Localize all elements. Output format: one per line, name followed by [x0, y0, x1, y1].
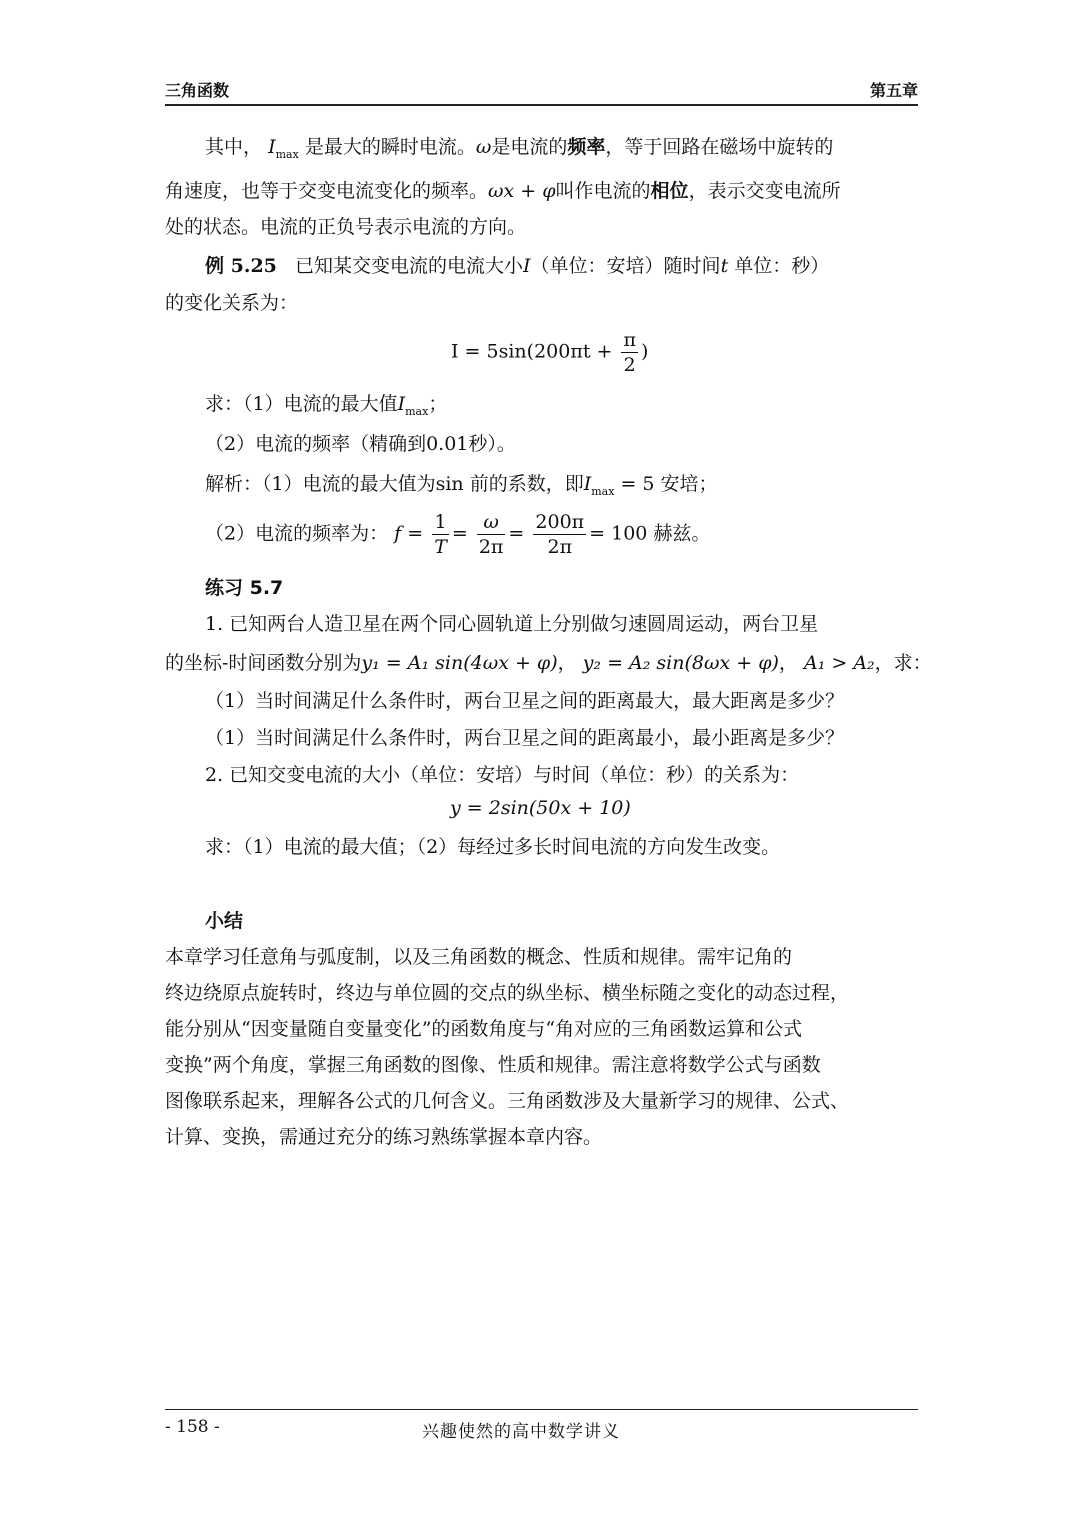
example-label: 例 5.25 — [205, 255, 277, 277]
page-footer — [165, 1409, 918, 1442]
solution-line-2: （2）电流的频率为： f = $\frac{1}{T}$ = $\frac{\omega}{2\pi}$ = $\frac{200\pi}{2\pi}$ = 100 赫兹。 — [205, 511, 711, 558]
summary-line-1: 本章学习任意角与弧度制，以及三角函数的概念、性质和规律。需牢记角的 — [165, 946, 793, 968]
book-title: 兴趣使然的高中数学讲义 — [422, 1422, 620, 1442]
term-frequency: 频率 — [567, 136, 606, 158]
summary-line-2: 终边绕原点旋转时，终边与单位圆的交点的纵坐标、横坐标随之变化的动态过程， — [165, 982, 850, 1004]
summary-line-4: 变换”两个角度，掌握三角函数的图像、性质和规律。需注意将数学公式与函数 — [165, 1054, 821, 1076]
exercise-1-question-1: （1）当时间满足什么条件时，两台卫星之间的距离最大，最大距离是多少？ — [205, 690, 845, 712]
exercise-1-line-2: 的坐标-时间函数分别为y₁ = A₁ sin(4ωx + φ)， y₂ = A₂ sin(8ωx + φ)， A₁ > A₂，求： — [165, 652, 932, 674]
header-chapter-number: 第五章 — [869, 81, 918, 100]
example-line-2: 的变化关系为： — [165, 292, 299, 314]
header-chapter-title: 三角函数 — [165, 81, 230, 100]
intro-line-1: 其中， $I_{max}$ 是最大的瞬时电流。ω是电流的频率，等于回路在磁场中旋转的 — [205, 136, 834, 161]
page-header — [165, 76, 918, 106]
summary-line-3: 能分别从“因变量随自变量变化”的函数角度与“角对应的三角函数运算和公式 — [165, 1018, 803, 1040]
solution-line-1: 解析：（1）电流的最大值为sin 前的系数，即$I_{max} = 5$ 安培； — [205, 473, 718, 498]
summary-title: 小结 — [205, 910, 244, 932]
page-number: - 158 - — [165, 1417, 220, 1437]
exercise-2-line-1: 2. 已知交变电流的大小（单位：安培）与时间（单位：秒）的关系为： — [205, 764, 800, 786]
intro-line-3: 处的状态。电流的正负号表示电流的方向。 — [165, 216, 527, 238]
term-phase: 相位 — [650, 180, 689, 202]
exercise-1-question-2: （1）当时间满足什么条件时，两台卫星之间的距离最小，最小距离是多少？ — [205, 727, 845, 749]
exercise-2-question: 求：（1）电流的最大值；（2）每经过多长时间电流的方向发生改变。 — [205, 836, 781, 858]
example-line-1: 例 5.25 已知某交变电流的电流大小I（单位：安培）随时间t 单位：秒） — [205, 255, 830, 277]
example-question-2: （2）电流的频率（精确到0.01秒）。 — [205, 433, 516, 455]
example-question-1: 求：（1）电流的最大值$I_{max}$； — [205, 393, 448, 418]
exercise-title: 练习 5.7 — [205, 577, 284, 599]
exercise-1-line-1: 1. 已知两台人造卫星在两个同心圆轨道上分别做匀速圆周运动，两台卫星 — [205, 613, 819, 635]
summary-line-6: 计算、变换，需通过充分的练习熟练掌握本章内容。 — [165, 1126, 603, 1148]
summary-line-5: 图像联系起来，理解各公式的几何含义。三角函数涉及大量新学习的规律、公式、 — [165, 1090, 850, 1112]
example-formula: I = 5sin(200πt + $\frac{\pi}{2}$ ) — [451, 329, 649, 376]
exercise-2-formula: y = 2sin(50x + 10) — [450, 797, 631, 819]
intro-line-2: 角速度，也等于交变电流变化的频率。ωx + φ叫作电流的相位，表示交变电流所 — [165, 180, 841, 202]
